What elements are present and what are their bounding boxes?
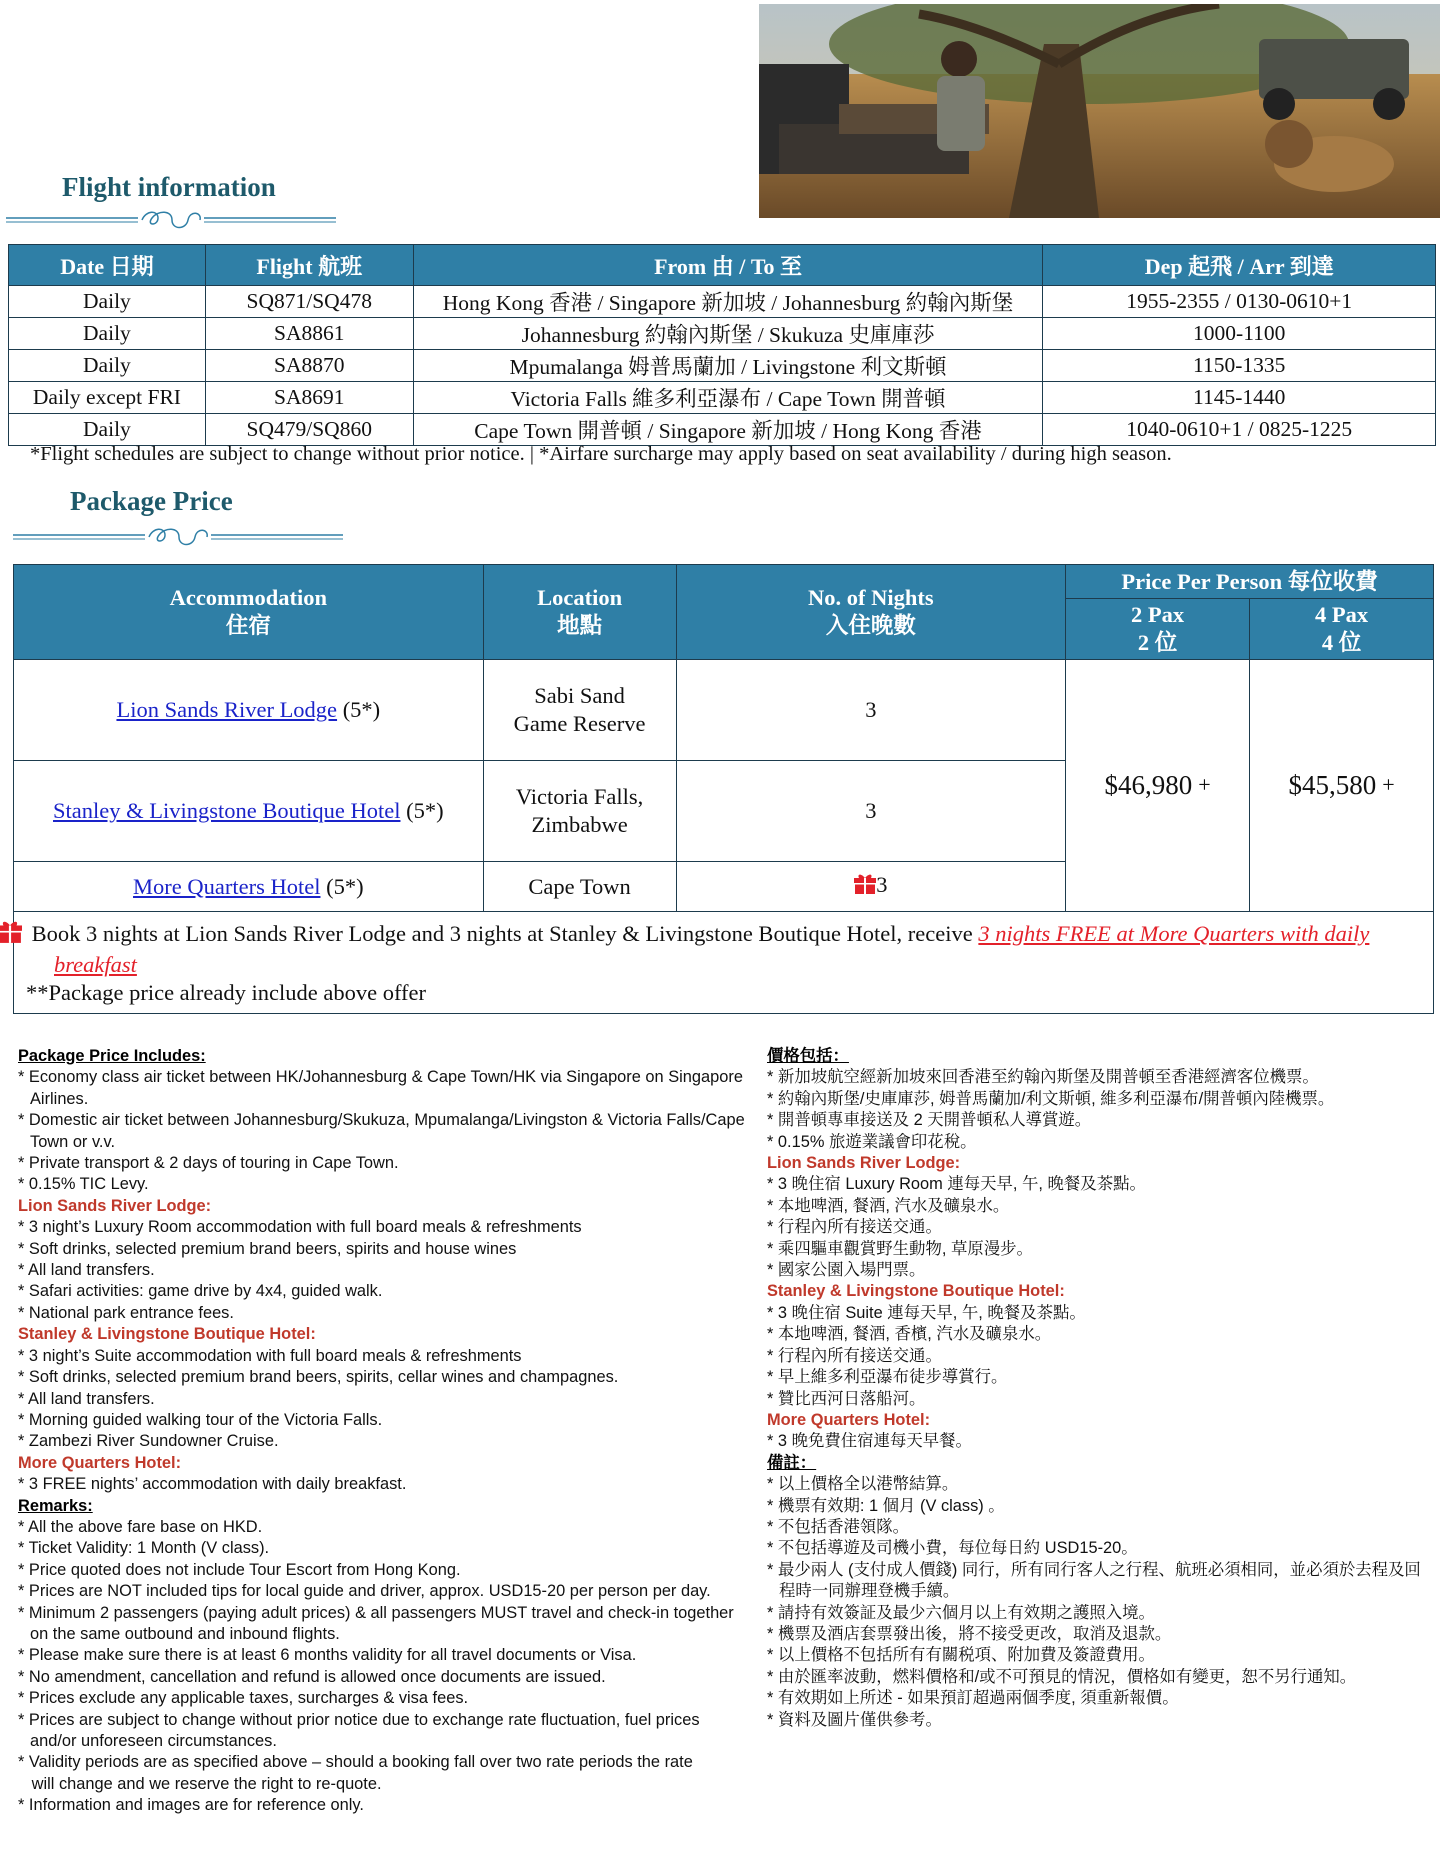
offer-note: **Package price already include above offer <box>26 980 427 1005</box>
list-item: * 新加坡航空經新加坡來回香港至約翰內斯堡及開普頓至香港經濟客位機票。 <box>767 1068 1319 1087</box>
flight-table-header <box>9 245 1436 286</box>
list-item: * Information and images are for reference only. <box>18 1796 364 1815</box>
nights-value: 3 <box>876 872 888 897</box>
header-location <box>483 565 676 660</box>
list-item: * 約翰內斯堡/史庫庫莎, 姆普馬蘭加/利文斯頓, 維多利亞瀑布/開普頓內陸機票。 <box>767 1089 1335 1108</box>
gift-icon <box>854 873 876 901</box>
list-item: * 3 night’s Luxury Room accommodation with full board meals & refreshments <box>18 1218 582 1237</box>
list-item: * 0.15% TIC Levy. <box>18 1175 149 1194</box>
header-accommodation <box>14 565 484 660</box>
list-item: * Price quoted does not include Tour Escort from Hong Kong. <box>18 1560 461 1579</box>
flight-time: 1150-1335 <box>1043 350 1436 382</box>
flight-date: Daily except FRI <box>9 382 206 414</box>
list-item: * Safari activities: game drive by 4x4, guided walk. <box>18 1282 383 1301</box>
offer-line <box>26 920 1421 979</box>
list-item: * 有效期如上所述 - 如果預訂超過兩個季度, 須重新報價。 <box>767 1689 1179 1708</box>
flight-section-title: Flight information <box>62 172 276 202</box>
price-2pax-value: $46,980 <box>1104 770 1193 800</box>
price-4pax <box>1250 660 1434 912</box>
section-heading: 價格包括： <box>767 1047 849 1065</box>
package-title-divider <box>13 525 343 553</box>
flight-number: SA8870 <box>205 350 413 382</box>
header-price: Price Per Person 每位收費 <box>1066 565 1434 599</box>
table-row <box>9 286 1436 318</box>
list-item: * 開普頓專車接送及 2 天開普頓私人導賞遊。 <box>767 1111 1092 1130</box>
section-heading: Package Price Includes: <box>18 1047 206 1065</box>
offer-free-text: 3 nights FREE at More Quarters with daily breakfast <box>54 921 1370 977</box>
table-row <box>9 318 1436 350</box>
nights-cell: 3 <box>676 660 1066 761</box>
header-accommodation-en: Accommodation <box>169 585 328 610</box>
location-cell: Cape Town <box>483 862 676 912</box>
location-line: Zimbabwe <box>531 812 628 837</box>
price-2pax <box>1066 660 1250 912</box>
location-line: Victoria Falls, <box>515 784 644 809</box>
list-item: * 國家公園入場門票。 <box>767 1261 926 1280</box>
flight-time: 1000-1100 <box>1043 318 1436 350</box>
list-item: * Soft drinks, selected premium brand beers, spirits, cellar wines and champagnes. <box>18 1368 619 1387</box>
flight-time: 1145-1440 <box>1043 382 1436 414</box>
flight-number: SQ479/SQ860 <box>205 414 413 446</box>
list-item: * 3 night’s Suite accommodation with full board meals & refreshments <box>18 1346 522 1365</box>
flight-route: Johannesburg 約翰內斯堡 / Skukuza 史庫庫莎 <box>413 318 1043 350</box>
hotel-cell <box>14 761 484 862</box>
flight-note: *Flight schedules are subject to change without prior notice. | *Airfare surcharge may apply based on seat availability / during high season. <box>30 443 1172 465</box>
section-heading: Remarks: <box>18 1496 93 1515</box>
flight-time: 1955-2355 / 0130-0610+1 <box>1043 286 1436 318</box>
header-accommodation-zh: 住宿 <box>225 613 271 638</box>
list-item: * No amendment, cancellation and refund is allowed once documents are issued. <box>18 1667 606 1686</box>
header-nights-zh: 入住晚數 <box>825 613 916 638</box>
list-item: * 本地啤酒, 餐酒, 汽水及礦泉水。 <box>767 1196 1010 1215</box>
list-item: * Zambezi River Sundowner Cruise. <box>18 1432 279 1451</box>
offer-row <box>14 912 1434 1014</box>
list-item: * 請持有效簽証及最少六個月以上有效期之護照入境。 <box>767 1603 1155 1622</box>
list-item: * 由於匯率波動，燃料價格和/或不可預見的情況，價格如有變更，恕不另行通知。 <box>767 1667 1357 1686</box>
list-item: * 乘四驅車觀賞野生動物, 草原漫步。 <box>767 1239 1033 1258</box>
offer-cell <box>14 912 1434 1014</box>
list-item: * 早上維多利亞瀑布徒步導賞行。 <box>767 1368 1008 1387</box>
list-item: * 3 晚住宿 Luxury Room 連每天早, 午, 晚餐及茶點。 <box>767 1175 1146 1194</box>
flight-time: 1040-0610+1 / 0825-1225 <box>1043 414 1436 446</box>
list-item: * 3 晚免費住宿連每天早餐。 <box>767 1432 972 1451</box>
flight-route: Victoria Falls 維多利亞瀑布 / Cape Town 開普頓 <box>413 382 1043 414</box>
list-item: * 贊比西河日落船河。 <box>767 1389 926 1408</box>
flight-date: Daily <box>9 350 206 382</box>
hotel-link-more-quarters[interactable]: More Quarters Hotel <box>133 873 321 899</box>
list-item: * 行程內所有接送交通。 <box>767 1218 942 1237</box>
hotel-cell <box>14 862 484 912</box>
flight-table <box>8 244 1436 446</box>
hotel-cell <box>14 660 484 761</box>
flight-date: Daily <box>9 318 206 350</box>
hotel-subheading: Lion Sands River Lodge: <box>767 1154 961 1173</box>
hotel-rating: (5*) <box>326 873 364 899</box>
header-route: From 由 / To 至 <box>413 245 1043 286</box>
flight-number: SA8691 <box>205 382 413 414</box>
location-cell <box>483 660 676 761</box>
nights-cell: 3 <box>676 761 1066 862</box>
header-2pax-en: 2 Pax <box>1131 602 1185 627</box>
list-item: * 3 晚住宿 Suite 連每天早, 午, 晚餐及茶點。 <box>767 1303 1086 1322</box>
price-suffix: + <box>1382 772 1395 797</box>
header-location-en: Location <box>537 585 623 610</box>
hotel-subheading: Lion Sands River Lodge: <box>18 1196 212 1215</box>
header-2pax-zh: 2 位 <box>1137 630 1178 655</box>
hotel-subheading: More Quarters Hotel: <box>18 1453 182 1472</box>
list-item: * 以上價格全以港幣結算。 <box>767 1475 959 1494</box>
section-heading: 備註： <box>767 1453 817 1472</box>
list-item: * Please make sure there is at least 6 months validity for all travel documents or Visa. <box>18 1646 637 1665</box>
location-line: Game Reserve <box>513 711 646 736</box>
hotel-rating: (5*) <box>342 697 381 722</box>
list-item: * 以上價格不包括所有有關税項、附加費及簽證費用。 <box>767 1646 1155 1665</box>
package-section-title: Package Price <box>70 486 233 516</box>
list-item: * National park entrance fees. <box>18 1303 234 1322</box>
safari-photo <box>759 4 1440 218</box>
location-cell <box>483 761 676 862</box>
list-item: * 機票有效期: 1 個月 (V class) 。 <box>767 1496 1005 1515</box>
flight-title-divider <box>6 208 336 236</box>
header-2pax <box>1066 599 1250 660</box>
list-item: * All the above fare base on HKD. <box>18 1517 263 1536</box>
list-item: * Validity periods are as specified above – should a booking fall over two rate periods the rate <box>18 1753 693 1772</box>
price-4pax-value: $45,580 <box>1288 770 1377 800</box>
list-item: * 本地啤酒, 餐酒, 香檳, 汽水及礦泉水。 <box>767 1325 1052 1344</box>
header-time: Dep 起飛 / Arr 到達 <box>1043 245 1436 286</box>
hotel-subheading: Stanley & Livingstone Boutique Hotel: <box>18 1325 316 1344</box>
list-item: * Soft drinks, selected premium brand beers, spirits and house wines <box>18 1239 517 1258</box>
package-table <box>13 564 1434 1014</box>
nights-cell <box>676 862 1066 912</box>
list-item: * Minimum 2 passengers (paying adult prices) & all passengers MUST travel and check-in together on the same outbound and inbound flights. <box>18 1603 734 1643</box>
list-item: * All land transfers. <box>18 1261 155 1280</box>
header-nights-en: No. of Nights <box>808 585 934 610</box>
list-item: * 最少兩人 (支付成人價錢) 同行，所有同行客人之行程、航班必須相同，並必須於去程及回程時一同辦理登機手續。 <box>767 1560 1421 1601</box>
list-item: * 行程內所有接送交通。 <box>767 1346 942 1365</box>
list-item: * 資料及圖片僅供參考。 <box>767 1710 942 1729</box>
list-item: * Prices are subject to change without prior notice due to exchange rate fluctuation, fuel prices and/or unforeseen circumstances. <box>18 1710 700 1750</box>
list-item: * Prices are NOT included tips for local guide and driver, approx. USD15-20 per person per day. <box>18 1582 711 1601</box>
table-row <box>9 350 1436 382</box>
header-4pax-zh: 4 位 <box>1321 630 1362 655</box>
list-item: * Economy class air ticket between HK/Johannesburg & Cape Town/HK via Singapore on Singapore Airlines. <box>18 1068 743 1108</box>
hotel-link-stanley-livingstone[interactable]: Stanley & Livingstone Boutique Hotel <box>53 798 401 823</box>
flight-number: SA8861 <box>205 318 413 350</box>
header-nights <box>676 565 1066 660</box>
hotel-link-lion-sands[interactable]: Lion Sands River Lodge <box>116 697 338 722</box>
offer-text: Book 3 nights at Lion Sands River Lodge and 3 nights at Stanley & Livingstone Boutique Hotel, receive <box>31 921 979 946</box>
list-item: will change and we reserve the right to re-quote. <box>18 1774 382 1793</box>
flight-date: Daily <box>9 286 206 318</box>
header-4pax <box>1250 599 1434 660</box>
table-row <box>14 660 1434 761</box>
header-location-zh: 地點 <box>557 613 603 638</box>
list-item: * 0.15% 旅遊業議會印花稅。 <box>767 1132 977 1151</box>
list-item: * Prices exclude any applicable taxes, surcharges & visa fees. <box>18 1689 469 1708</box>
list-item: * Domestic air ticket between Johannesburg/Skukuza, Mpumalanga/Livingston & Victoria Falls/Cape Town or v.v. <box>18 1111 745 1151</box>
flight-route: Hong Kong 香港 / Singapore 新加坡 / Johannesburg 約翰內斯堡 <box>413 286 1043 318</box>
header-4pax-en: 4 Pax <box>1314 602 1369 627</box>
price-suffix: + <box>1198 772 1211 797</box>
list-item: * Ticket Validity: 1 Month (V class). <box>18 1539 270 1558</box>
includes-chinese-column <box>767 1046 1435 1731</box>
hotel-rating: (5*) <box>406 798 444 823</box>
flight-number: SQ871/SQ478 <box>205 286 413 318</box>
list-item: * Private transport & 2 days of touring in Cape Town. <box>18 1154 399 1173</box>
flight-route: Mpumalanga 姆普馬蘭加 / Livingstone 利文斯頓 <box>413 350 1043 382</box>
list-item: * All land transfers. <box>18 1389 155 1408</box>
location-line: Sabi Sand <box>534 683 625 708</box>
table-row <box>9 414 1436 446</box>
includes-english-column <box>18 1046 748 1817</box>
list-item: * 機票及酒店套票發出後，將不接受更改，取消及退款。 <box>767 1624 1172 1643</box>
list-item: * 不包括香港領隊。 <box>767 1517 910 1536</box>
header-flight: Flight 航班 <box>205 245 413 286</box>
list-item: * 不包括導遊及司機小費，每位每日約 USD15-20。 <box>767 1539 1138 1558</box>
list-item: * 3 FREE nights’ accommodation with daily breakfast. <box>18 1475 407 1494</box>
list-item: * Morning guided walking tour of the Victoria Falls. <box>18 1410 383 1429</box>
hotel-subheading: Stanley & Livingstone Boutique Hotel: <box>767 1282 1065 1301</box>
hotel-subheading: More Quarters Hotel: <box>767 1410 931 1429</box>
flight-route: Cape Town 開普頓 / Singapore 新加坡 / Hong Kong 香港 <box>413 414 1043 446</box>
table-row <box>9 382 1436 414</box>
header-date: Date 日期 <box>9 245 206 286</box>
flight-date: Daily <box>9 414 206 446</box>
